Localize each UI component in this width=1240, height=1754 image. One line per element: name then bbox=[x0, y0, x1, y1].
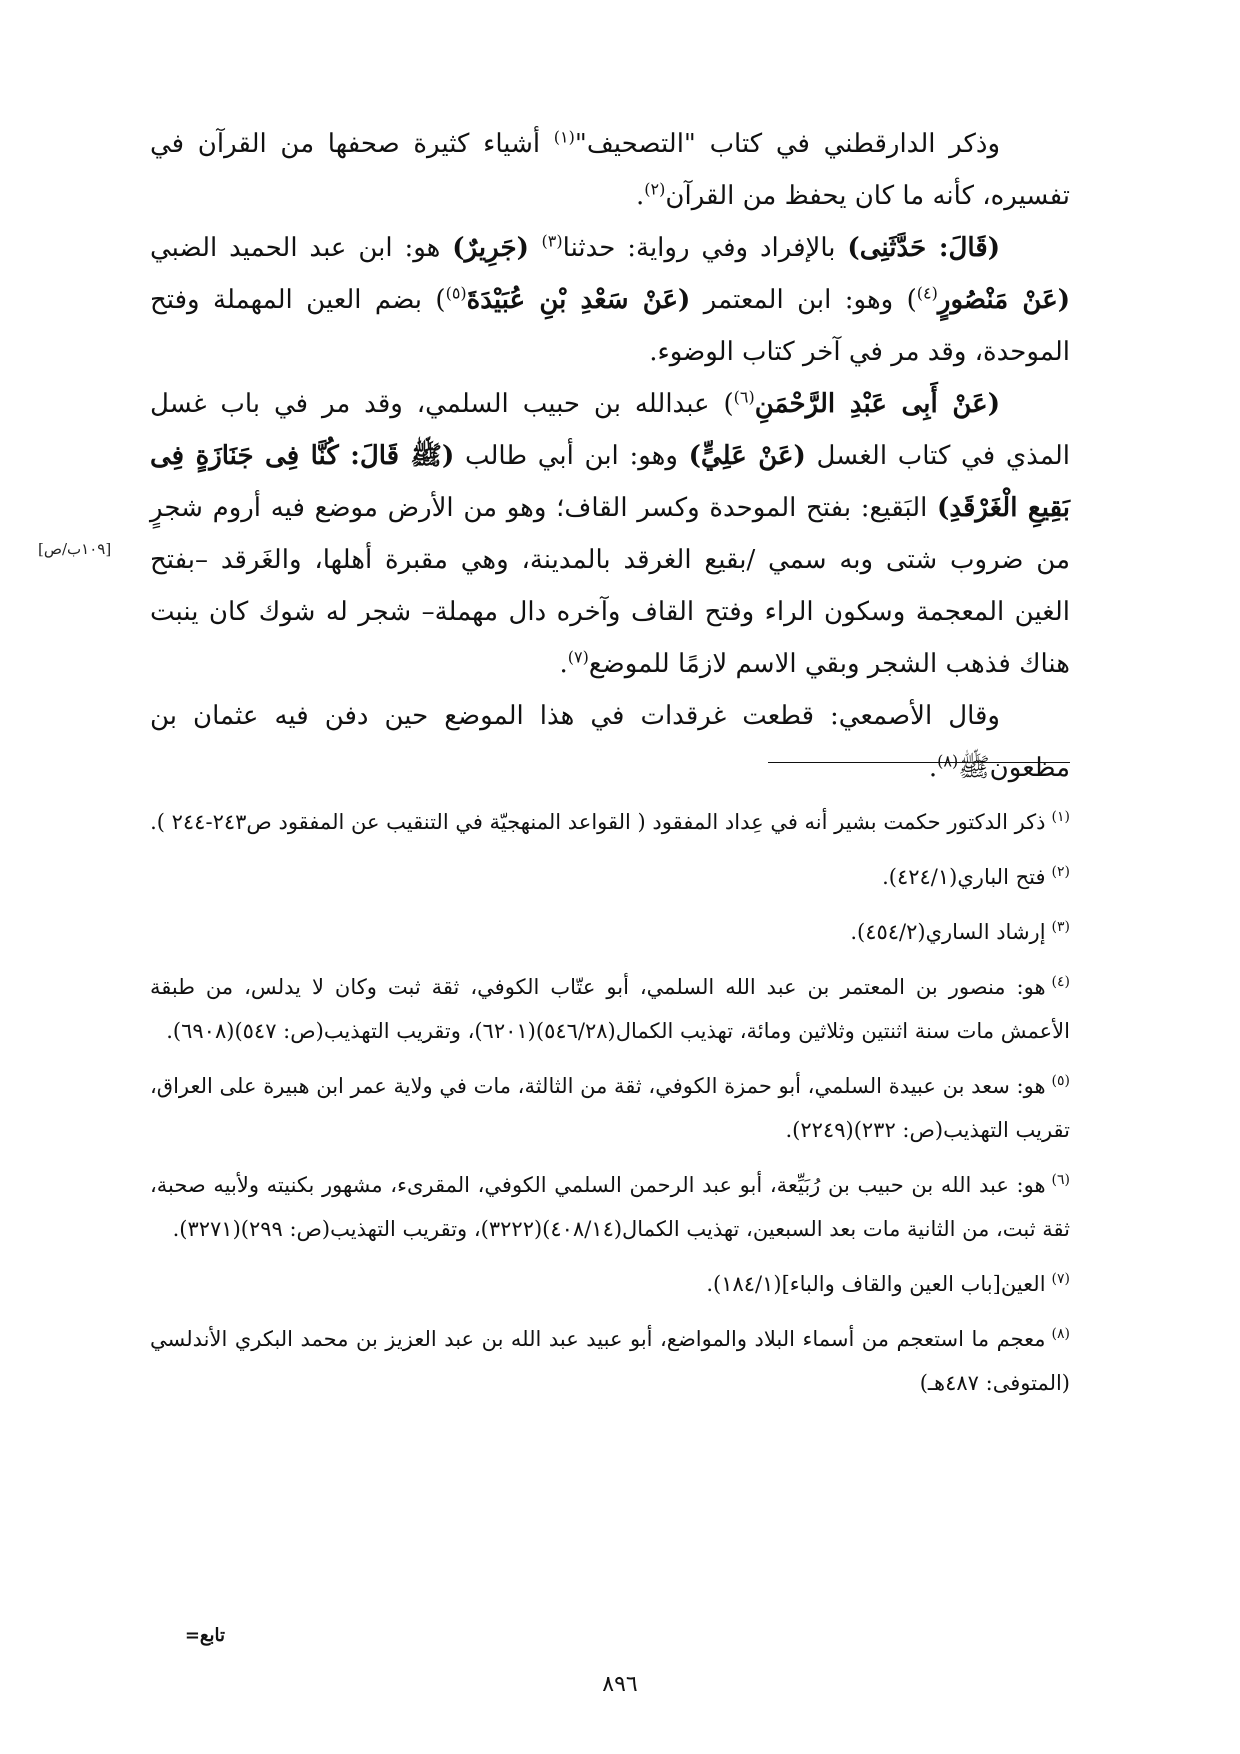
hadith-text: (عَنْ عَلِيٍّ) bbox=[688, 441, 806, 471]
text-run: . bbox=[928, 753, 938, 783]
main-text bbox=[150, 118, 1070, 794]
paragraph-4 bbox=[150, 690, 1070, 794]
footnote-text: هو: سعد بن عبيدة السلمي، أبو حمزة الكوفي، ثقة من الثالثة، مات في ولاية عمر ابن هبيرة على العراق، تقريب التهذيب(ص: ٢٣٢)(٢٢٤٩). bbox=[150, 1074, 1070, 1142]
footnote-number: (٨) bbox=[1051, 1326, 1070, 1342]
footnote-ref-3[interactable]: (٣) bbox=[541, 231, 563, 251]
footnote-number: (٧) bbox=[1051, 1271, 1070, 1287]
footnote-text: ذكر الدكتور حكمت بشير أنه في عِداد المفقود ( القواعد المنهجيّة في التنقيب عن المفقود ص٢٤٣-٢٤٤ ). bbox=[150, 810, 1046, 834]
footnote-number: (٤) bbox=[1051, 974, 1070, 990]
footnote-1 bbox=[150, 795, 1070, 844]
page-number: ٨٩٦ bbox=[602, 1672, 638, 1697]
continuation-marker: تابع= bbox=[184, 1625, 225, 1646]
hadith-text: (ﷺ قَالَ: كُنَّا فِى جَنَازَةٍ فِى بَقِيعِ الْغَرْقَدِ) bbox=[150, 441, 1070, 523]
footnote-number: (١) bbox=[1051, 809, 1070, 825]
footnote-number: (٦) bbox=[1051, 1172, 1070, 1188]
paragraph-3 bbox=[150, 378, 1070, 690]
text-run: وهو: ابن أبي طالب bbox=[454, 441, 689, 471]
text-run: وقال الأصمعي: قطعت غرقدات في هذا الموضع حين دفن فيه عثمان بن مظعونﷺ bbox=[150, 701, 1070, 783]
hadith-text: (عَنْ مَنْصُورٍ bbox=[937, 285, 1071, 315]
footnote-ref-8[interactable]: (٨) bbox=[937, 751, 959, 771]
footnote-number: (٣) bbox=[1051, 919, 1070, 935]
text-run: . bbox=[559, 649, 568, 679]
paragraph-2 bbox=[150, 222, 1070, 378]
text-run: وذكر الدارقطني في كتاب "التصحيف" bbox=[574, 129, 1001, 159]
hadith-text: (عَنْ سَعْدِ بْنِ عُبَيْدَةَ bbox=[466, 285, 691, 315]
footnote-ref-6[interactable]: (٦) bbox=[733, 387, 755, 407]
footnote-ref-5[interactable]: (٥) bbox=[445, 283, 467, 303]
footnote-separator bbox=[768, 762, 1070, 763]
footnote-number: (٢) bbox=[1051, 864, 1070, 880]
text-run: بالإفراد وفي رواية: حدثنا bbox=[562, 233, 848, 263]
footnote-6 bbox=[150, 1158, 1070, 1251]
footnote-5 bbox=[150, 1059, 1070, 1152]
text-run: ) وهو: ابن المعتمر bbox=[690, 285, 917, 315]
footnote-ref-7[interactable]: (٧) bbox=[567, 647, 589, 667]
text-run: أشياء كثيرة صحفها من القرآن في تفسيره، كأنه ما كان يحفظ من القرآن bbox=[150, 129, 1070, 211]
footnote-ref-4[interactable]: (٤) bbox=[916, 283, 938, 303]
text-run: هو: ابن عبد الحميد الضبي bbox=[150, 233, 453, 263]
footnote-8 bbox=[150, 1312, 1070, 1405]
footnote-ref-2[interactable]: (٢) bbox=[644, 179, 666, 199]
text-run: ) بضم العين المهملة وفتح الموحدة، وقد مر في آخر كتاب الوضوء. bbox=[150, 285, 1070, 367]
footnote-text: معجم ما استعجم من أسماء البلاد والمواضع، أبو عبيد عبد الله بن عبد العزيز بن محمد البكري الأندلسي (المتوفى: ٤٨٧هـ) bbox=[150, 1327, 1070, 1395]
paragraph-1 bbox=[150, 118, 1070, 222]
footnote-4 bbox=[150, 960, 1070, 1053]
footnote-text: هو: عبد الله بن حبيب بن رُبَيِّعة، أبو عبد الرحمن السلمي الكوفي، المقرىء، مشهور بكنيته ولأبيه صحبة، ثقة ثبت، من الثانية مات بعد السبعين، تهذيب الكمال(٤٠٨/١٤)(٣٢٢٢)، وتقريب التهذيب(ص: ٢٩٩)(٣٢٧١). bbox=[150, 1173, 1070, 1241]
manuscript-folio-marker: [١٠٩ب/ص] bbox=[38, 540, 112, 558]
footnote-ref-1[interactable]: (١) bbox=[553, 127, 575, 147]
text-run: . bbox=[636, 181, 645, 211]
footnote-text: العين[باب العين والقاف والباء](١٨٤/١). bbox=[706, 1272, 1046, 1296]
footnote-3 bbox=[150, 905, 1070, 954]
text-run: البَقيع: بفتح الموحدة وكسر القاف؛ وهو من الأرض موضع فيه أروم شجرٍ من ضروب شتى وبه سمي /بقيع الغرقد بالمدينة، وهي مقبرة أهلها، والغَرقد –بفتح الغين المعجمة وسكون الراء وفتح القاف وآخره دال مهملة– شجر له شوك كان ينبت هناك فذهب الشجر وبقي الاسم لازمًا للموضع bbox=[150, 493, 1070, 679]
hadith-text: (قَالَ: حَدَّثَنِى) bbox=[847, 233, 1000, 263]
hadith-text: (جَرِيرٌ) bbox=[452, 233, 542, 263]
footnote-7 bbox=[150, 1257, 1070, 1306]
footnote-text: إرشاد الساري(٤٥٤/٢). bbox=[850, 920, 1046, 944]
footnote-number: (٥) bbox=[1051, 1073, 1070, 1089]
footnote-2 bbox=[150, 850, 1070, 899]
text-run: ) عبدالله بن حبيب السلمي، وقد مر في باب غسل المذي في كتاب الغسل bbox=[150, 389, 1071, 471]
hadith-text: (عَنْ أَبِى عَبْدِ الرَّحْمَنِ bbox=[754, 389, 1000, 419]
footnote-text: هو: منصور بن المعتمر بن عبد الله السلمي، أبو عتّاب الكوفي، ثقة ثبت وكان لا يدلس، من طبقة الأعمش مات سنة اثنتين وثلاثين ومائة، تهذيب الكمال(٥٤٦/٢٨)(٦٢٠١)، وتقريب التهذيب(ص: ٥٤٧)(٦٩٠٨). bbox=[150, 975, 1070, 1043]
footnote-text: فتح الباري(٤٢٤/١). bbox=[882, 865, 1046, 889]
footnotes bbox=[150, 795, 1070, 1411]
